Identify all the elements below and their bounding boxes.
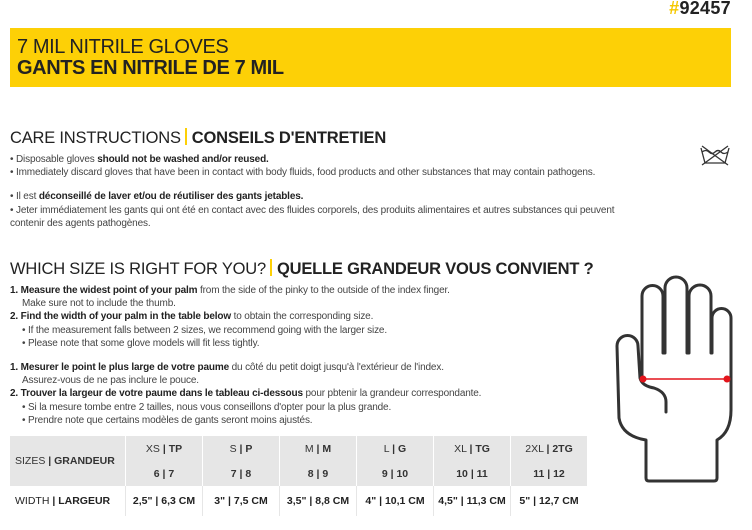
width-label: WIDTH | LARGEUR xyxy=(15,495,111,507)
palm-width: 4,5" | 11,3 CM xyxy=(434,486,511,516)
step-text: pour pbtenir la grandeur correspondante. xyxy=(302,388,482,399)
step-bold: Measure the widest point of your palm xyxy=(20,285,198,296)
care-text: • Jeter immédiatement les gants qui ont été en contact avec des fluides corporels, des produits alimentaires et autres substances qui peuvent xyxy=(10,205,615,216)
size-code: 2XL | 2TG xyxy=(511,436,588,461)
size-code: S | P xyxy=(203,436,280,461)
size-code: XL | TG xyxy=(434,436,511,461)
size-code: XS | TP xyxy=(126,436,203,461)
sizes-label: SIZES | GRANDEUR xyxy=(10,436,126,486)
title-fr: GANTS EN NITRILE DE 7 MIL xyxy=(17,57,284,79)
care-text: • Immediately discard gloves that have been in contact with body fluids, food products and other substances that may contain pathogens. xyxy=(10,167,596,178)
size-code: L | G xyxy=(357,436,434,461)
size-heading: WHICH SIZE IS RIGHT FOR YOU? QUELLE GRANDEUR VOUS CONVIENT ? xyxy=(10,260,594,278)
size-number: 7 | 8 xyxy=(203,461,280,486)
palm-width: 3,5" | 8,8 CM xyxy=(280,486,357,516)
step-bold: 2. xyxy=(10,388,21,399)
step-text: Assurez-vous de ne pas inclure le pouce. xyxy=(22,375,199,386)
step-bold: Trouver la largeur de votre paume dans le tableau ci-dessous xyxy=(20,388,303,399)
step-bold: Mesurer le point le plus large de votre paume xyxy=(20,362,229,373)
product-number: #92457 xyxy=(669,0,731,18)
care-text-bold: should not be washed and/or reused. xyxy=(97,154,269,165)
title-en: 7 MIL NITRILE GLOVES xyxy=(17,36,229,58)
measure-point-right xyxy=(724,376,731,383)
size-number: 11 | 12 xyxy=(511,461,588,486)
care-text: contenir des agents pathogènes. xyxy=(10,218,151,229)
palm-width: 3" | 7,5 CM xyxy=(203,486,280,516)
size-code: M | M xyxy=(280,436,357,461)
measure-point-left xyxy=(640,376,647,383)
step-bold: 2. xyxy=(10,311,21,322)
step-text: • If the measurement falls between 2 sizes, we recommend going with the larger size. xyxy=(22,325,387,336)
step-text: • Please note that some glove models will fit less tightly. xyxy=(22,338,260,349)
care-text: • Disposable gloves xyxy=(10,154,98,165)
care-heading: CARE INSTRUCTIONS CONSEILS D'ENTRETIEN xyxy=(10,129,387,147)
step-text: to obtain the corresponding size. xyxy=(231,311,374,322)
step-text: Make sure not to include the thumb. xyxy=(22,298,176,309)
step-bold: Find the width of your palm in the table below xyxy=(20,311,231,322)
size-number: 10 | 11 xyxy=(434,461,511,486)
palm-width: 5" | 12,7 CM xyxy=(511,486,588,516)
palm-width: 4" | 10,1 CM xyxy=(357,486,434,516)
step-text: • Si la mesure tombe entre 2 tailles, nous vous conseillons d'opter pour la plus grande. xyxy=(22,402,392,413)
size-number: 9 | 10 xyxy=(357,461,434,486)
care-text: • Il est xyxy=(10,191,39,202)
step-text: • Prendre note que certains modèles de gants seront moins ajustés. xyxy=(22,415,313,426)
step-text: from the side of the pinky to the outside of the index finger. xyxy=(197,285,450,296)
step-text: du côté du petit doigt jusqu'à l'extérieur de l'index. xyxy=(228,362,444,373)
size-number: 6 | 7 xyxy=(126,461,203,486)
size-number: 8 | 9 xyxy=(280,461,357,486)
palm-width: 2,5" | 6,3 CM xyxy=(126,486,203,516)
step-bold: 1. xyxy=(10,285,21,296)
step-bold: 1. xyxy=(10,362,21,373)
care-text-bold: déconseillé de laver et/ou de réutiliser des gants jetables. xyxy=(38,191,304,202)
